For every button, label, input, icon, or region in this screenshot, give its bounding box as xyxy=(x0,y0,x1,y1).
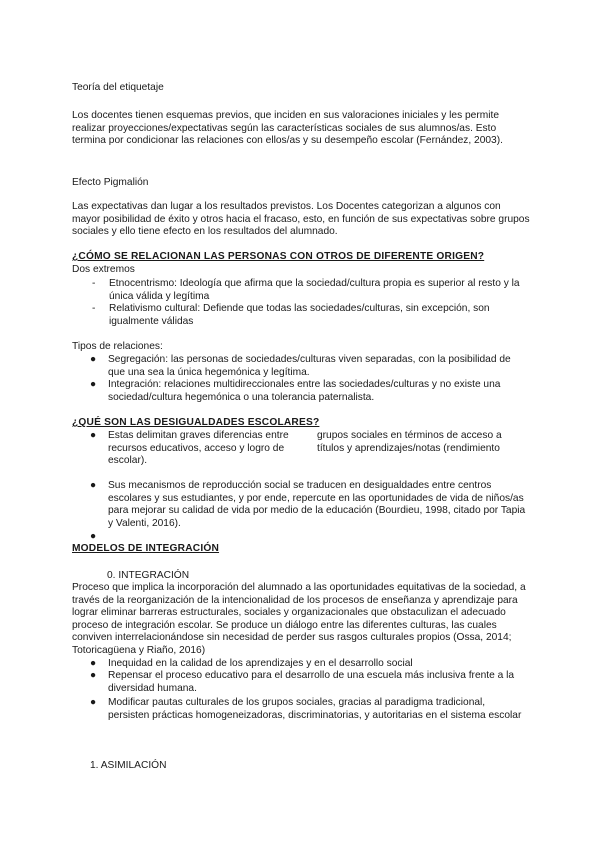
column-right-text: grupos sociales en términos de acceso a títulos y aprendizajes/notas (rendimiento xyxy=(317,430,502,454)
list-item-text: Segregación: las personas de sociedades/culturas viven separadas, con la posibilidad de que una sea la única hegemónica y legítima. xyxy=(108,354,511,378)
bullet-marker: ● xyxy=(90,697,97,708)
list-item-text: Etnocentrismo: Ideología que afirma que la sociedad/cultura propia es superior al resto y la única válida y legítima xyxy=(109,278,520,302)
list-item-text: Repensar el proceso educativo para el desarrollo de una escuela más inclusiva frente a la diversidad humana. xyxy=(108,670,515,694)
bullet-marker: ● xyxy=(90,379,97,390)
list-item-text: Integración: relaciones multidireccionales entre las sociedades/culturas y no existe una sociedad/cultura hegemónica o una tolerancia paternalista. xyxy=(108,379,501,403)
heading-modelos-integracion: MODELOS DE INTEGRACIÓN xyxy=(72,543,220,554)
list-item-text: Modificar pautas culturales de los grupos sociales, gracias al paradigma tradicional, persisten prácticas homogeneizadoras, discriminatorias, y autoritarias en el sistema escolar xyxy=(108,697,522,721)
list-item-text: Sus mecanismos de reproducción social se traducen en desigualdades entre centros escolares y sus estudiantes, y por ende, repercute en las oportunidades de vida de niños/as para mejorar su calidad de vida por medio de la educación (Bourdieu, 1998, citado por Tapia y Valenti, 2016). xyxy=(108,480,526,529)
bullet-marker: ● xyxy=(90,531,97,542)
section-title-etiquetaje: Teoría del etiquetaje xyxy=(72,82,164,93)
paragraph-etiquetaje: Los docentes tienen esquemas previos, que inciden en sus valoraciones iniciales y les permite realizar proyecciones/expectativas según las características sociales de sus alumnos/as. Esto termina por condicionar las relaciones con ellos/as y su desempeño escolar (Fernández, 2003). xyxy=(72,110,503,147)
bullet-marker: ● xyxy=(90,430,97,441)
paragraph-pigmalion: Las expectativas dan lugar a los resultados previstos. Los Docentes categorizan a algunos con mayor posibilidad de éxito y otros hacia el fracaso, esto, en función de sus expectativas sobre grupos sociales y ello tiene efecto en los resultados del alumnado. xyxy=(72,201,530,238)
dash-marker: - xyxy=(92,278,96,289)
list-item-text: Inequidad en la calidad de los aprendizajes y en el desarrollo social xyxy=(108,658,413,669)
column-left-text: Estas delimitan graves diferencias entre recursos educativos, acceso y logro de escolar). xyxy=(108,430,289,467)
label-dos-extremos: Dos extremos xyxy=(72,264,135,275)
paragraph-integracion: Proceso que implica la incorporación del alumnado a las oportunidades equitativas de la sociedad, a través de la reorganización de la intencionalidad de los procesos de enseñanza y aprendizaje para lograr eliminar barreras estructurales, sociales y organizacionales que obstaculizan el adecuado proceso de integración escolar. Se produce un diálogo entre las diferentes culturas, las cuales conviven interrelacionándose sin necesidad de perder sus rasgos culturales propios (Ossa, 2014; Totoricagüena y Riaño, 2016) xyxy=(72,582,526,656)
dash-marker: - xyxy=(92,303,96,314)
heading-relaciones: ¿CÓMO SE RELACIONAN LAS PERSONAS CON OTROS DE DIFERENTE ORIGEN? xyxy=(72,251,485,262)
section-title-pigmalion: Efecto Pigmalión xyxy=(72,177,149,188)
bullet-marker: ● xyxy=(90,354,97,365)
bullet-marker: ● xyxy=(90,480,97,491)
heading-desigualdades: ¿QUÉ SON LAS DESIGUALDADES ESCOLARES? xyxy=(72,417,320,428)
subheading-integracion: 0. INTEGRACIÓN xyxy=(107,570,190,581)
subheading-asimilacion: 1. ASIMILACIÓN xyxy=(90,760,167,771)
bullet-marker: ● xyxy=(90,670,97,681)
list-item-text: Relativismo cultural: Defiende que todas las sociedades/culturas, sin excepción, son igualmente válidas xyxy=(109,303,490,327)
label-tipos-relaciones: Tipos de relaciones: xyxy=(72,341,163,352)
bullet-marker: ● xyxy=(90,658,97,669)
